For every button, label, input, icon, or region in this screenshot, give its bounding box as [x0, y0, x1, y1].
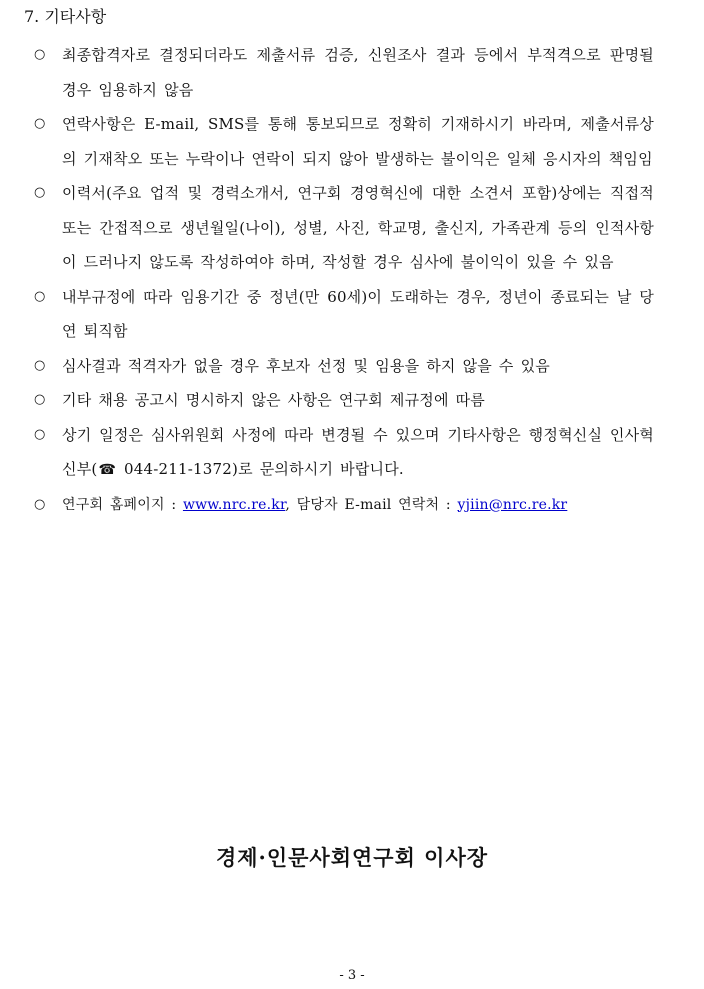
notes-list: [34, 38, 654, 522]
list-item-no-candidate: [34, 349, 654, 384]
list-item-text: 이력서(주요 업적 및 경력소개서, 연구회 경영혁신에 대한 소견서 포함)상에는 직접적 또는 간접적으로 생년월일(나이), 성별, 사진, 학교명, 출신지, 가족관계 등의 인적사항이 드러나지 않도록 작성하여야 하며, 작성할 경우 심사에 불이익이 있을 수 있음: [62, 184, 654, 271]
bullet-circle-icon: ○: [34, 116, 46, 131]
bullet-circle-icon: ○: [34, 496, 46, 512]
list-item-text: 심사결과 적격자가 없을 경우 후보자 선정 및 임용을 하지 않을 수 있음: [62, 356, 550, 375]
homepage-link[interactable]: www.nrc.re.kr: [182, 496, 286, 513]
list-item-inquiry: [34, 418, 654, 488]
bullet-circle-icon: ○: [34, 47, 46, 62]
homepage-label: 연구회 홈페이지 :: [62, 496, 183, 513]
bullet-circle-icon: ○: [34, 392, 46, 407]
list-item-resume-rules: [34, 176, 654, 280]
list-item-retirement: [34, 280, 654, 349]
closing-title: 경제·인문사회연구회 이사장: [215, 845, 489, 870]
list-item-text: 기타 채용 공고시 명시하지 않은 사항은 연구회 제규정에 따름: [62, 391, 485, 409]
bullet-circle-icon: ○: [34, 185, 46, 200]
phone-number: 044-211-1372: [117, 460, 233, 478]
list-item-text: 연락사항은 E-mail, SMS를 통해 통보되므로 정확히 기재하시기 바라며, 제출서류상의 기재착오 또는 누락이나 연락이 되지 않아 발생하는 불이익은 일체 응시자의 책임임: [62, 115, 654, 168]
bullet-circle-icon: ○: [34, 357, 46, 373]
list-item-text: 내부규정에 따라 임용기간 중 정년(만 60세)이 도래하는 경우, 정년이 종료되는 날 당연 퇴직함: [62, 287, 654, 340]
list-item-regulations: [34, 383, 654, 418]
page-number: - 3 -: [339, 968, 365, 983]
section-heading: 7. 기타사항: [24, 7, 107, 26]
list-item-text: 최종합격자로 결정되더라도 제출서류 검증, 신원조사 결과 등에서 부적격으로 판명될 경우 임용하지 않음: [62, 46, 654, 99]
bullet-circle-icon: ○: [34, 288, 46, 304]
telephone-icon: ☎: [98, 462, 117, 478]
list-item-disqualification: [34, 38, 654, 107]
list-item-contact-notice: [34, 107, 654, 176]
inquiry-text-after: )로 문의하시기 바랍니다.: [232, 460, 404, 478]
inquiry-text-before: 상기 일정은 심사위원회 사정에 따라 변경될 수 있으며 기타사항은 행정혁신실 인사혁신부(: [62, 425, 654, 478]
list-item-homepage: [34, 488, 654, 523]
email-link[interactable]: yjiin@nrc.re.kr: [457, 496, 568, 513]
email-label: , 담당자 E-mail 연락처 :: [285, 496, 458, 513]
bullet-circle-icon: ○: [34, 426, 46, 442]
